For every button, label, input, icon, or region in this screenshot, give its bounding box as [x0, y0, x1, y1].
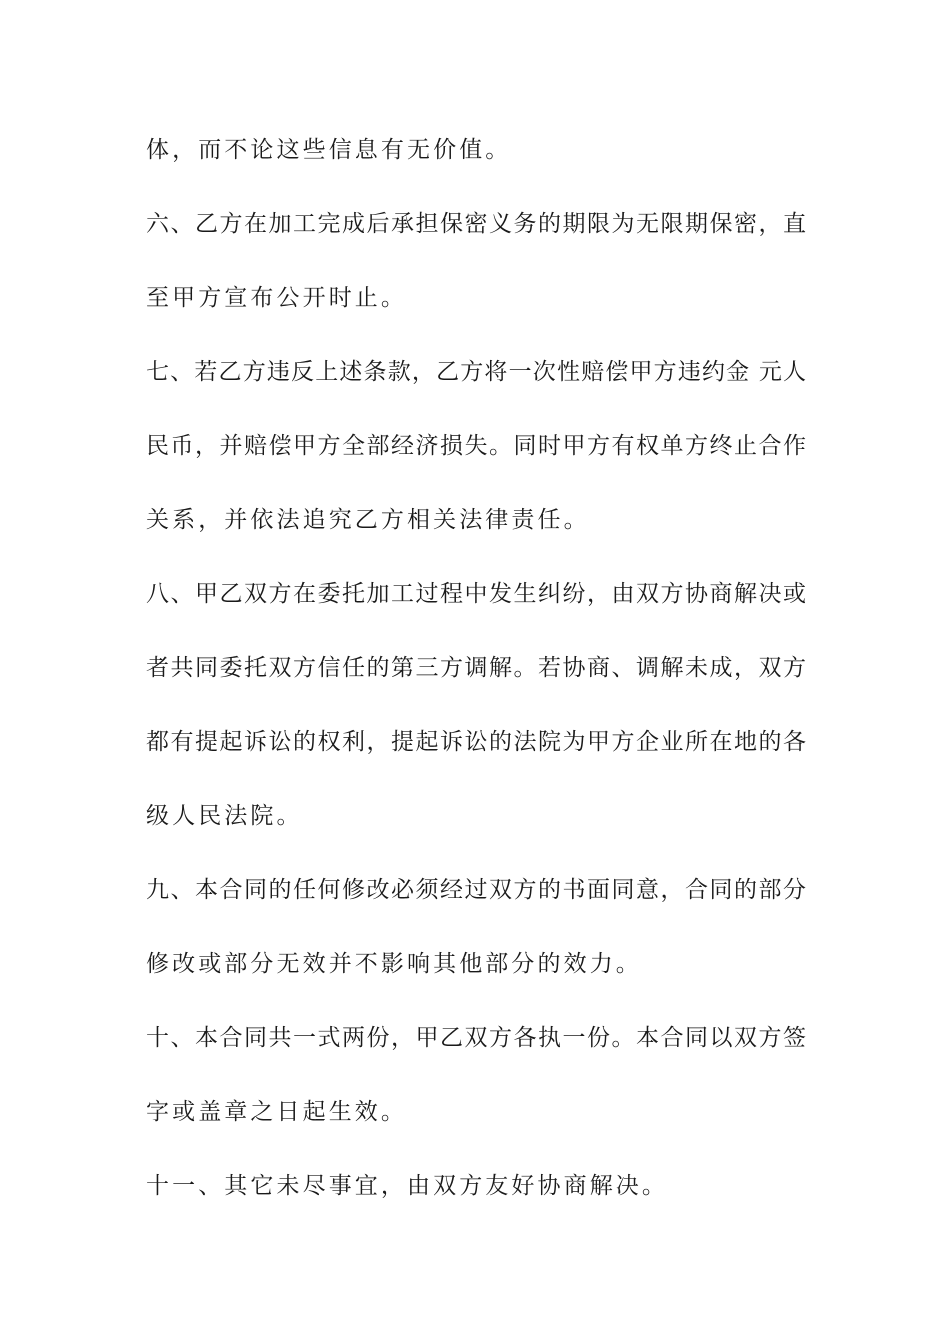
paragraph-line: 修改或部分无效并不影响其他部分的效力。 [146, 951, 642, 977]
clause-eleven-line: 十一、其它未尽事宜，由双方友好协商解决。 [146, 1173, 668, 1199]
paragraph-line: 都有提起诉讼的权利，提起诉讼的法院为甲方企业所在地的各 [146, 729, 806, 755]
contract-body [146, 128, 806, 1238]
clause-eight-line: 八、甲乙双方在委托加工过程中发生纠纷，由双方协商解决或 [146, 581, 806, 607]
paragraph-line: 关系，并依法追究乙方相关法律责任。 [146, 507, 590, 533]
paragraph-line: 民币，并赔偿甲方全部经济损失。同时甲方有权单方终止合作 [146, 433, 806, 459]
paragraph-line: 至甲方宣布公开时止。 [146, 285, 407, 311]
paragraph-line: 者共同委托双方信任的第三方调解。若协商、调解未成，双方 [146, 655, 806, 681]
paragraph-line: 体，而不论这些信息有无价值。 [146, 137, 512, 163]
clause-nine-line: 九、本合同的任何修改必须经过双方的书面同意，合同的部分 [146, 877, 806, 903]
paragraph-line: 字或盖章之日起生效。 [146, 1099, 407, 1125]
paragraph-line: 级人民法院。 [146, 803, 303, 829]
clause-ten-line: 十、本合同共一式两份，甲乙双方各执一份。本合同以双方签 [146, 1025, 806, 1051]
clause-seven-line: 七、若乙方违反上述条款，乙方将一次性赔偿甲方违约金 元人 [146, 359, 806, 385]
clause-six-line: 六、乙方在加工完成后承担保密义务的期限为无限期保密，直 [146, 211, 806, 237]
